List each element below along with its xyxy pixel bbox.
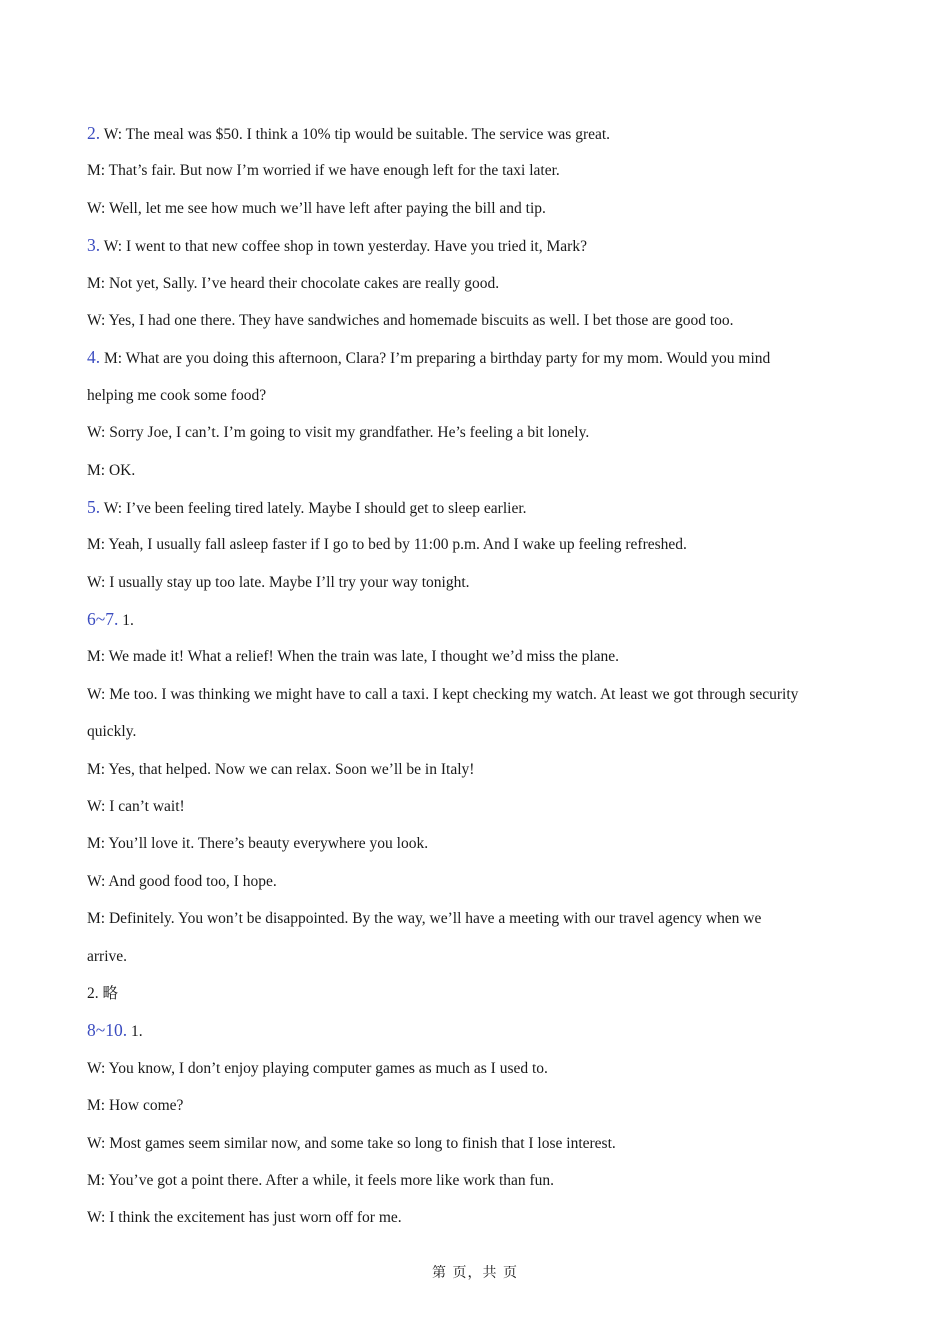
question-number: 4. bbox=[87, 347, 101, 368]
line-text: M: How come? bbox=[87, 1097, 184, 1115]
transcript-line bbox=[87, 863, 867, 900]
question-number: 3. bbox=[87, 235, 101, 256]
transcript-line bbox=[87, 265, 867, 302]
transcript-line bbox=[87, 115, 867, 152]
transcript-line bbox=[87, 713, 867, 750]
transcript-line bbox=[87, 302, 867, 339]
transcript-line bbox=[87, 564, 867, 601]
line-text: M: That’s fair. But now I’m worried if we have enough left for the taxi later. bbox=[87, 162, 560, 180]
transcript-line bbox=[87, 377, 867, 414]
line-text: W: You know, I don’t enjoy playing computer games as much as I used to. bbox=[87, 1059, 548, 1077]
question-number: 2. bbox=[87, 123, 101, 143]
line-text: M: You’ll love it. There’s beauty everywhere you look. bbox=[87, 835, 429, 853]
question-number: 6~7. bbox=[87, 609, 119, 630]
transcript-line bbox=[87, 339, 867, 376]
line-text: M: OK. bbox=[87, 461, 136, 479]
line-text: W: I went to that new coffee shop in town yesterday. Have you tried it, Mark? bbox=[100, 238, 587, 256]
transcript-line bbox=[87, 1087, 867, 1124]
line-text: W: I can’t wait! bbox=[87, 798, 185, 816]
line-text: quickly. bbox=[87, 723, 137, 741]
line-text: M: Not yet, Sally. I’ve heard their chocolate cakes are really good. bbox=[87, 274, 500, 292]
line-text: W: Most games seem similar now, and some take so long to finish that I lose interest. bbox=[87, 1134, 616, 1152]
transcript-line bbox=[87, 975, 867, 1012]
line-text: W: Yes, I had one there. They have sandwiches and homemade biscuits as well. I bet those are good too. bbox=[87, 311, 734, 329]
transcript-line bbox=[87, 1199, 867, 1236]
transcript-line bbox=[87, 227, 867, 264]
line-text: W: I’ve been feeling tired lately. Maybe I should get to sleep earlier. bbox=[100, 499, 527, 517]
line-text: M: You’ve got a point there. After a while, it feels more like work than fun. bbox=[87, 1171, 555, 1189]
line-text: W: Well, let me see how much we’ll have left after paying the bill and tip. bbox=[87, 199, 546, 217]
line-text: W: I usually stay up too late. Maybe I’ll try your way tonight. bbox=[87, 573, 470, 591]
transcript-line bbox=[87, 601, 867, 638]
transcript-line bbox=[87, 1162, 867, 1199]
line-text: M: What are you doing this afternoon, Clara? I’m preparing a birthday party for my mom. Would you mind bbox=[100, 350, 771, 368]
transcript-line bbox=[87, 414, 867, 451]
transcript-line bbox=[87, 526, 867, 563]
line-text: W: Me too. I was thinking we might have to call a taxi. I kept checking my watch. At least we got through security bbox=[87, 685, 799, 703]
transcript-line bbox=[87, 788, 867, 825]
line-text: 1. bbox=[118, 612, 134, 630]
line-text: arrive. bbox=[87, 947, 128, 965]
transcript-line bbox=[87, 751, 867, 788]
line-text: W: And good food too, I hope. bbox=[87, 872, 277, 890]
line-text: W: The meal was $50. I think a 10% tip would be suitable. The service was great. bbox=[100, 126, 611, 143]
transcript-line bbox=[87, 638, 867, 675]
transcript-line bbox=[87, 452, 867, 489]
transcript-line bbox=[87, 900, 867, 937]
line-text: W: I think the excitement has just worn off for me. bbox=[87, 1209, 402, 1227]
transcript-line bbox=[87, 152, 867, 189]
line-text: M: Yes, that helped. Now we can relax. Soon we’ll be in Italy! bbox=[87, 760, 475, 778]
transcript-line bbox=[87, 676, 867, 713]
question-number: 8~10. bbox=[87, 1020, 128, 1041]
transcript-line bbox=[87, 1012, 867, 1049]
line-text: M: Yeah, I usually fall asleep faster if I go to bed by 11:00 p.m. And I wake up feeling refreshed. bbox=[87, 536, 687, 554]
page-footer: 第 页，共 页 bbox=[432, 1265, 518, 1281]
question-number: 5. bbox=[87, 496, 101, 517]
line-text: helping me cook some food? bbox=[87, 386, 267, 404]
transcript-line bbox=[87, 489, 867, 526]
transcript-line bbox=[87, 1125, 867, 1162]
transcript-line bbox=[87, 825, 867, 862]
line-text: 2. 略 bbox=[87, 984, 119, 1002]
line-text: M: We made it! What a relief! When the train was late, I thought we’d miss the plane. bbox=[87, 648, 620, 666]
line-text: M: Definitely. You won’t be disappointed. By the way, we’ll have a meeting with our travel agency when we bbox=[87, 910, 762, 928]
transcript-body bbox=[87, 115, 867, 1237]
line-text: W: Sorry Joe, I can’t. I’m going to visit my grandfather. He’s feeling a bit lonely. bbox=[87, 424, 590, 442]
transcript-line bbox=[87, 190, 867, 227]
line-text: 1. bbox=[127, 1023, 143, 1041]
transcript-line bbox=[87, 1050, 867, 1087]
transcript-line bbox=[87, 938, 867, 975]
